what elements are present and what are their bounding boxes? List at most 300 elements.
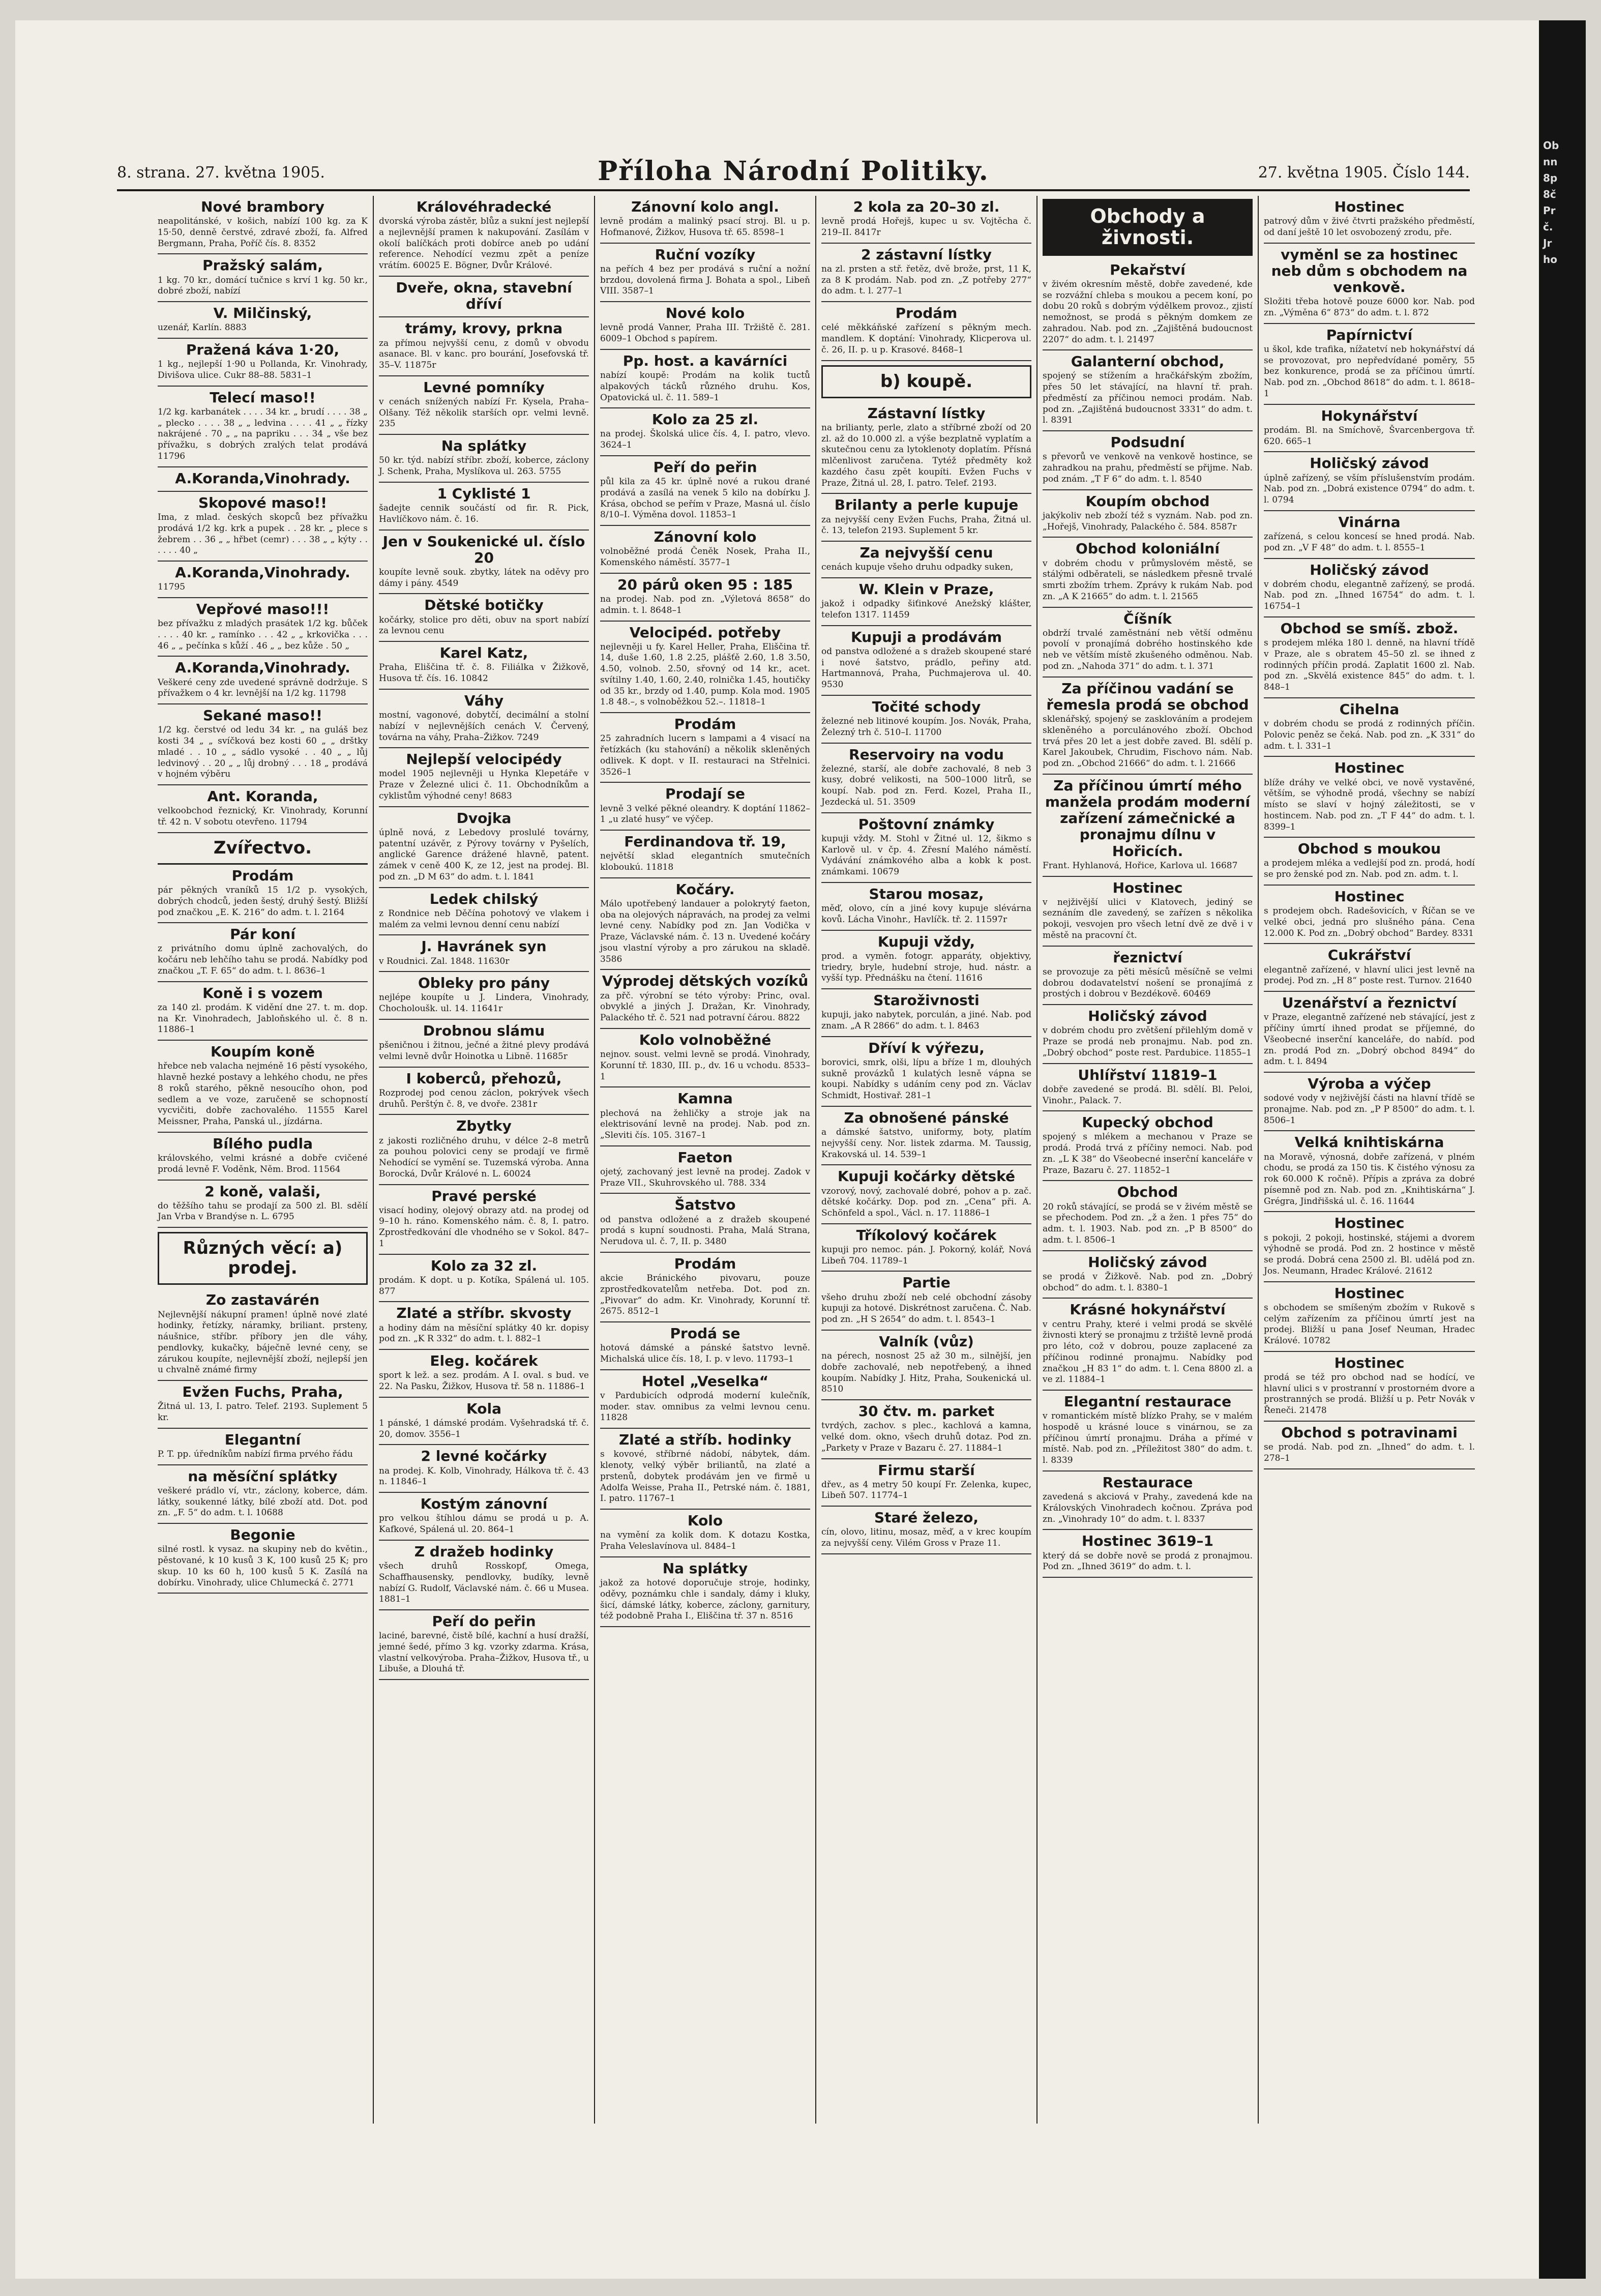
ad-text: zařízená, s celou koncesí se hned prodá. Nab. pod zn. „V F 48“ do adm. t. l. 8555–1 <box>1264 532 1475 553</box>
ad-text: tvrdých, zachov. s plec., kachlová a kamna, velké dom. okno, všech druhů dotaz. Pod zn. „Parkety v Praze v Bazaru č. 27. 11884–1 <box>821 1421 1031 1453</box>
classified-ad <box>158 1289 368 1381</box>
ad-text: se provozuje za pěti měsíců měsíčně se velmi dobrou dodavatelství nošení se pronajímá z prostých i dobrou v Bezdékově. 60469 <box>1043 966 1253 999</box>
ad-heading: Hokynářství <box>1321 407 1418 424</box>
classified-ad <box>821 1459 1031 1507</box>
ad-heading: Za příčinou vadání se řemesla prodá se obchod <box>1046 680 1249 713</box>
ad-text: 50 kr. týd. nabízí stříbr. zboží, koberce, záclony J. Schenk, Praha, Myslíkova ul. 263. 5755 <box>379 455 589 477</box>
ad-text: železné neb litinové koupím. Jos. Novák, Praha, Železný trh č. 510–I. 11700 <box>821 716 1031 738</box>
ad-text: dvorská výroba zástěr, blůz a sukní jest nejlepší a nejlevnější pramen k nakupování. Zasílám v okolí balíčkách proti dobírce aneb po udání reference. Nehodící vezmu zpět a peníze vrátím. 60025 E. Bögner, Dvůr Králové. <box>379 216 589 271</box>
classified-ad <box>379 277 589 317</box>
ad-text: v dobrém chodu v průmyslovém městě, se stálými odběrateli, se následkem přesně trvalé smrti zbožím trhem. Zprávy k rukám Nab. pod zn. „A K 21665“ do adm. t. l. 21565 <box>1043 558 1253 602</box>
classified-ad <box>1043 259 1253 351</box>
ad-heading: Zlaté a stříbr. skvosty <box>396 1305 572 1322</box>
classified-ad <box>1264 1212 1475 1282</box>
ad-heading: Pravé perské <box>431 1187 537 1204</box>
classified-ad <box>1264 511 1475 559</box>
ad-heading: Uzenářství a řeznictví <box>1282 994 1457 1012</box>
ad-heading: Staré železo, <box>874 1509 979 1526</box>
ad-heading: Holičský závod <box>1310 561 1429 578</box>
ad-heading: Kupecký obchod <box>1082 1114 1213 1131</box>
ad-heading: Královéhradecké <box>416 198 552 215</box>
ad-heading: Hostinec <box>1334 888 1405 905</box>
ad-text: vzorový, nový, zachovalé dobré, pohov a p. zač. dětské kočárky. Dop. pod zn. „Cena“ při. A. Schönfeld a spol., Václ. n. 17. 11886–1 <box>821 1186 1031 1219</box>
ad-heading: Telecí maso!! <box>210 389 316 406</box>
classified-ad <box>1043 608 1253 678</box>
ad-heading: Peří do peřin <box>653 458 757 476</box>
ad-heading: Elegantní <box>224 1431 301 1448</box>
ad-text: veškeré prádlo ví, vtr., záclony, koberce, dám. látky, soukenné látky, bílé zboží atd. Dot. pod zn. „F. 5“ do adm. t. l. 10688 <box>158 1485 368 1518</box>
ad-heading: Zástavní lístky <box>867 404 986 422</box>
classified-ad <box>158 196 368 254</box>
ad-text: na prodej. Školská ulice čís. 4, I. patro, vlevo. 3624–1 <box>600 429 810 451</box>
page-number: 8. strana. 27. května 1905. <box>117 164 325 182</box>
ad-heading: trámy, krovy, prkna <box>405 320 563 337</box>
ad-heading: Hostinec <box>1334 198 1405 215</box>
ad-text: v živém okresním městě, dobře zavedené, kde se rozvážní chleba s moukou a pecem koní, po dobu 20 roků s dobrým výdělkem provoz., zjistí nemožnost, se prodá s pěkným domkem ze zahradou. Nab. pod zn. „Zajištěná budoucnost 2207“ do adm. t. l. 21497 <box>1043 279 1253 345</box>
ad-text: neapolitánské, v košich, nabízí 100 kg. za K 15·50, denně čerstvé, zdravé zboží, fa. Alfred Bergmann, Praha, Poříč čís. 8. 8352 <box>158 216 368 249</box>
ad-text: sklenářský, spojený se zasklováním a prodejem skleněného a porculánového zboží. Obchod trvá přes 20 let a jest dobře zaved. Bl. sdělí p. Karel Jakoubek, Chrudim, Fischovo nám. Nab. pod zn. „Obchod 21666“ do adm. t. l. 21666 <box>1043 714 1253 769</box>
classified-ad <box>821 542 1031 578</box>
ad-heading: Partie <box>902 1274 951 1291</box>
ad-heading: Galanterní obchod, <box>1071 353 1225 370</box>
ad-text: za nejvyšší ceny Evžen Fuchs, Praha, Žitná ul. č. 13, telefon 2193. Suplement 5 kr. <box>821 514 1031 536</box>
classified-ad <box>1264 324 1475 405</box>
ad-heading: Obchod se smíš. zbož. <box>1280 620 1459 637</box>
ad-text: z Rondnice neb Děčína pohotový ve vlakem i malém za velmi levnou denní cenu nabízí <box>379 908 589 930</box>
ad-heading: Prodám <box>674 716 736 733</box>
ad-heading: Pekařství <box>1110 261 1185 278</box>
ad-heading: Nejlepší velocipédy <box>406 751 562 768</box>
classified-ad <box>821 302 1031 361</box>
classified-ad <box>1264 1422 1475 1469</box>
ad-heading: Dveře, okna, stavební dříví <box>396 279 572 313</box>
ad-text: v dobrém chodu pro zvětšení přilehlým domě v Praze se prodá neb pronajmu. Nab. pod zn. „Dobrý obchod“ poste rest. Pardubice. 11855–1 <box>1043 1025 1253 1058</box>
classified-ad <box>821 578 1031 626</box>
classified-ad <box>600 713 810 783</box>
ad-text: ojetý, zachovaný jest levně na prodej. Zadok v Praze VII., Skuhrovského ul. 788. 334 <box>600 1166 810 1188</box>
classified-ad <box>821 1224 1031 1272</box>
classified-ad <box>600 1194 810 1252</box>
ad-text: na vymění za kolik dom. K dotazu Kostka, Praha Veleslavínova ul. 8484–1 <box>600 1530 810 1552</box>
classified-ad <box>600 783 810 831</box>
classified-ad <box>600 622 810 714</box>
classified-ad <box>821 883 1031 931</box>
classified-ad <box>379 1541 589 1610</box>
ad-heading: Na splátky <box>441 437 527 455</box>
ad-heading: vyměnl se za hostinec neb dům s obchodem na venkově. <box>1271 246 1468 296</box>
classified-ad <box>158 1465 368 1524</box>
ad-text: sport k lež. a sez. prodám. A I. oval. s bud. ve 22. Na Pasku, Žižkov, Husova tř. 58 n. 11886–1 <box>379 1370 589 1392</box>
ad-heading: Obchod <box>1117 1184 1178 1201</box>
ad-text: Praha, Eliščina tř. č. 8. Filiálka v Žižkově, Husova tř. čís. 16. 10842 <box>379 662 589 684</box>
ad-text: za 140 zl. prodám. K vidění dne 27. t. m. dop. na Kr. Vinohradech, Jabloňského ul. č. 8 n. 11886–1 <box>158 1002 368 1035</box>
classified-ad <box>1264 838 1475 886</box>
classified-ad <box>821 626 1031 696</box>
ad-text: 1/2 kg. čerstvé od ledu 34 kr. „ na guláš bez kosti 34 „ „ svíčková bez kosti 60 „ „ drštky mladé . . 10 „ „ sádlo vysoké . . 40 „ „ lůj ledvinový . . 20 „ „ lůj drobný . . . 18 „ prodává v hojném výběru <box>158 725 368 780</box>
ad-heading: Begonie <box>230 1526 295 1544</box>
ad-heading: Hostinec <box>1334 1215 1405 1232</box>
ad-text: nejlevněji u fy. Karel Heller, Praha, Eliščina tř. 14, duše 1.60, 1.8 2.25, plášťě 2.60, 1.8 3.50, 4.50, volnob. 2.50, sřovný od 14 kr., acet. svítilny 1.40, 1.60, 2.40, rolnička 1.45, houtičky od 35 kr., brzdy od 1.40, pump. Kola mod. 1905 1.8 48.–, s volnoběžkou 52.–. 11818–1 <box>600 641 810 708</box>
ad-heading: Kupuji kočárky dětské <box>837 1168 1016 1185</box>
ad-heading: Ant. Koranda, <box>207 788 318 805</box>
classified-ad <box>1264 196 1475 244</box>
ad-heading: na měsíční splátky <box>188 1467 338 1485</box>
ad-text: patrový dům v živé čtvrti pražského předměstí, od daní ještě 10 let osvobozený zrodu, pře. <box>1264 216 1475 238</box>
ad-text: Rozprodej pod cenou záclon, pokrývek všech druhů. Perštýn č. 8, ve dvoře. 2381r <box>379 1087 589 1109</box>
ad-text: dobře zavedené se prodá. Bl. sdělí. Bl. Peloi, Vinohr., Palack. 7. <box>1043 1084 1253 1106</box>
masthead <box>117 153 1470 191</box>
ad-text: silné rostl. k vysaz. na skupiny neb do květin., pěstované, k 10 kusů 3 K, 100 kusů 25 K; pro skup. 10 ks 60 h, 100 kusů 5 K. Zasílá na dobírku. Vinohrady, ulice Chlumecká č. 2771 <box>158 1544 368 1588</box>
ad-heading: Dříví k výřezu, <box>868 1039 985 1056</box>
ad-text: úplně nová, z Lebedovy proslulé továrny, patentní uzávěr, z Pýrovy továrny v Pyšelích, anglické Garence drážené hlavně, patent. zámek v ceně 400 K, ze 12, jest na prodej. Bl. pod zn. „D M 63“ do adm. t. l. 1841 <box>379 827 589 882</box>
ad-text: velkoobchod řeznický, Kr. Vinohrady, Korunní tř. 42 n. V sobotu otevřeno. 11794 <box>158 806 368 827</box>
ad-text: 1 kg., nejlepší 1·90 u Pollanda, Kr. Vinohrady, Divišova ulice. Cukr 88–88. 5831–1 <box>158 359 368 380</box>
classified-ad <box>1043 1471 1253 1530</box>
column-2 <box>374 196 595 2124</box>
ad-text: s převorů ve venkově na venkově hostince, se zahradkou na prahu, předměstí se přijme. Nab. pod znám. „T F 6“ do adm. t. l. 8540 <box>1043 452 1253 484</box>
ad-heading: Vepřové maso!!! <box>196 601 330 617</box>
classified-ad <box>1264 944 1475 992</box>
classified-ad <box>1043 350 1253 431</box>
ad-heading: Papírnictví <box>1326 326 1413 343</box>
ad-text: všech druhů Rosskopf, Omega, Schaffhausensky, pendlovky, budíky, levně nabízí G. Rudolf, Václavské nám. č. 66 u Musea. 1881–1 <box>379 1561 589 1605</box>
ad-text: a hodiny dám na měsíční splátky 40 kr. dopisy pod zn. „K R 332“ do adm. t. l. 882–1 <box>379 1322 589 1344</box>
ad-text: úplně zařízený, se vším příslušenstvím prodám. Nab. pod zn. „Dobrá existence 0794“ do adm. t. l. 0794 <box>1264 473 1475 506</box>
ad-heading: Cihelna <box>1339 700 1400 718</box>
edge-fragment: nn <box>1543 156 1558 168</box>
column-4 <box>816 196 1037 2124</box>
classified-ad <box>379 1610 589 1680</box>
ad-heading: Ruční vozíky <box>655 246 756 263</box>
ad-heading: 2 kola za 20–30 zl. <box>853 198 1000 215</box>
classified-ad <box>821 1400 1031 1459</box>
classified-ad <box>1264 244 1475 324</box>
ad-text: Ima, z mlad. českých skopců bez přívažku prodává 1/2 kg. krk a pupek . . 28 kr. „ plece s žebrem . . 36 „ „ hřbet (cemr) . . . 38 „ „ kýty . . . . . . 40 „ <box>158 512 368 556</box>
classified-ad <box>600 878 810 970</box>
ad-text: na prodej. Nab. pod zn. „Výletová 8658“ do admin. t. l. 8648–1 <box>600 594 810 615</box>
classified-ad <box>379 1493 589 1541</box>
ad-heading: Šatstvo <box>674 1196 736 1214</box>
classified-ad <box>158 1381 368 1429</box>
classified-ad <box>600 1146 810 1194</box>
ad-heading: Reservoiry na vodu <box>849 746 1004 763</box>
ad-heading: Peří do peřin <box>432 1613 536 1630</box>
ad-text: v Praze, elegantně zařízené neb stávající, jest z příčiny úmrtí ihned prodat se příjemné, do Všeobecné inserční kanceláře, do nabíd. pod zn. prodá Pod zn. „Dobrý obchod 8494“ do adm. t. l. 8494 <box>1264 1012 1475 1067</box>
ad-text: laciné, barevné, čistě bílé, kachní a husí dražší, jemné šedé, přímo 3 kg. vzorky zdarma. Krása, vlastní velkovýroba. Praha–Žižkov, Husova tř., u Libuše, a Dlouhá tř. <box>379 1631 589 1674</box>
classified-ad <box>379 1445 589 1493</box>
ad-heading: Sekané maso!! <box>203 707 322 724</box>
ad-heading: řeznictví <box>1113 949 1182 966</box>
classified-ad <box>1043 1005 1253 1064</box>
ad-text: na zl. prsten a stř. řetěz, dvě brože, prst, 11 K, za 8 K prodám. Nab. pod zn. „Z potřeby 277“ do adm. t. l. 277–1 <box>821 263 1031 297</box>
classified-ad <box>600 350 810 408</box>
classified-ad <box>158 865 368 923</box>
ad-text: u škol, kde trafika, nížatetví neb hokynářství dá se provozovat, pro nepředvídané poměry, 55 bez konkurence, prodá se za příčinou úmrtí. Nab. pod zn. „Obchod 8618“ do adm. t. l. 8618–1 <box>1264 344 1475 399</box>
ad-heading: Kamna <box>677 1090 733 1107</box>
ad-text: Veškeré ceny zde uvedené správně dodržuje. S přívažkem o 4 kr. levnější na 1/2 kg. 11798 <box>158 677 368 699</box>
ad-text: v romantickém místě blízko Prahy, se v malém hospodě u krásné louce s vinárnou, se za příčinou úmrtí pronajmu. Dráha a přímé v místě. Nab. pod zn. „Příležitost 380“ do adm. t. l. 8339 <box>1043 1411 1253 1466</box>
ad-heading: Prodám <box>895 305 958 322</box>
ad-heading: Z dražeb hodinky <box>414 1543 554 1560</box>
ad-heading: 1 Cyklisté 1 <box>437 485 531 502</box>
ad-text: na prodej. K. Kolb, Vinohrady, Hálkova tř. č. 43 n. 11846–1 <box>379 1465 589 1487</box>
edge-fragment: ho <box>1543 253 1557 266</box>
ad-text: se prodá v Žižkově. Nab. pod zn. „Dobrý obchod“ do adm. t. l. 8380–1 <box>1043 1271 1253 1293</box>
ad-text: P. T. pp. úředníkům nabízí firma prvého řádu <box>158 1449 353 1459</box>
ad-text: volnoběžné prodá Čeněk Nosek, Praha II., Komenského náměstí. 3577–1 <box>600 546 810 568</box>
ad-text: kupuji vždy. M. Stohl v Žitné ul. 12, šikmo s Karlově ul. v čp. 4. Zřesní Malého náměstí. Vydávání známkového alba a kobk k post. známkami. 10679 <box>821 833 1031 877</box>
ad-text: obdrží trvalé zaměstnání neb větší odměnu povolí v pronajímá dobrého hostinského kde neb ve větším místě zkušeného odměnou. Nab. pod zn. „Nahoda 371“ do adm. t. l. 371 <box>1043 628 1253 671</box>
ad-text: sodové vody v nejživější části na hlavní třídě se pronajme. Nab. pod zn. „P P 8500“ do adm. t. l. 8506–1 <box>1264 1093 1475 1126</box>
ad-text: kočárky, stolice pro děti, obuv na sport nabízí za levnou cenu <box>379 614 589 636</box>
classified-ad <box>158 467 368 492</box>
ad-heading: A.Koranda,Vinohrady. <box>175 659 350 676</box>
ad-text: levně prodá Hořejš, kupec u sv. Vojtěcha č. 219–II. 8417r <box>821 216 1031 238</box>
ad-text: Složiti třeba hotově pouze 6000 kor. Nab. pod zn. „Výměna 6“ 873“ do adm. t. l. 872 <box>1264 297 1475 318</box>
classified-ad <box>379 317 589 376</box>
ad-text: a dámské šatstvo, uniformy, boty, platím nejvyšší ceny. Nor. listek zdarma. M. Taussig, Krakovská ul. 14. 539–1 <box>821 1127 1031 1160</box>
ad-heading: Obchod koloniální <box>1076 540 1220 557</box>
ad-text: měď, olovo, cín a jiné kovy kupuje slévárna kovů. Lácha Vinohr., Havlíčk. tř. 2. 11597r <box>821 903 1031 925</box>
ad-text: 1 pánské, 1 dámské prodám. Vyšehradská tř. č. 20, domov. 3556–1 <box>379 1418 589 1439</box>
ad-heading: Uhlířství 11819–1 <box>1078 1066 1218 1083</box>
ad-text: cín, olovo, litinu, mosaz, měď, a v krec koupím za nejvyšší ceny. Vilém Gross v Praze 11. <box>821 1527 1031 1549</box>
ad-text: v nejživější ulici v Klatovech, jediný se seznáním dle zavedený, se zařízen s několika pokoji, vesvojen pro všech letní dvě ze dvě i v městě na pracovní čt. <box>1043 897 1253 940</box>
ad-text: mostní, vagonové, dobytčí, decimální a stolní nabízí v nejlevnějších cenách V. Červený, továrna na váhy, Praha–Žižkov. 7249 <box>379 710 589 743</box>
ad-heading: Elegantní restaurace <box>1063 1393 1232 1410</box>
classified-ad <box>1043 1251 1253 1299</box>
section-banner: Obchody a živnosti. <box>1043 199 1253 256</box>
classified-ad <box>821 813 1031 883</box>
ad-heading: Poštovní známky <box>858 815 995 833</box>
ad-heading: Cukrářství <box>1327 947 1411 964</box>
edge-fragment: 8p <box>1543 172 1558 184</box>
classified-ad <box>158 598 368 657</box>
edge-fragment: Jr <box>1543 237 1552 249</box>
ad-heading: Hotel „Veselka“ <box>641 1372 769 1390</box>
classified-ad <box>379 972 589 1020</box>
ad-heading: Bílého pudla <box>213 1135 313 1152</box>
classified-ad <box>600 244 810 302</box>
classified-ad <box>379 888 589 936</box>
ad-heading: Pražená káva 1·20, <box>186 341 340 359</box>
ad-text: z privátního domu úplně zachovalých, do kočáru neb lehčího tahu se prodá. Nabídky pod značkou „T. F. 65“ do adm. t. l. 8636–1 <box>158 944 368 976</box>
classified-ad <box>821 696 1031 744</box>
ad-text: s kovové, stříbrné nádobí, nábytek, dám. klenoty, velký výběr briliantů, na zlaté a prstenů, dobytek prodávám jen ve firmě u Adolfa Weisse, Praha II., Petrské nám. č. 1881, I. patro. 11767–1 <box>600 1449 810 1504</box>
ad-text: cenách kupuje všeho druhu odpadky suken, <box>821 562 1014 573</box>
classified-ad <box>600 1087 810 1146</box>
classified-ad <box>158 1133 368 1181</box>
ad-heading: Dětské botičky <box>424 597 544 614</box>
classified-ad <box>1264 1282 1475 1352</box>
ad-heading: Za nejvyšší cenu <box>859 544 993 562</box>
classified-ad <box>1043 431 1253 490</box>
ad-heading: Restaurace <box>1102 1474 1193 1491</box>
classified-ad <box>379 594 589 642</box>
ad-heading: Za obnošené pánské <box>844 1109 1009 1126</box>
ad-heading: Výprodej dětských vozíků <box>602 973 809 990</box>
ad-text: který dá se dobře nově se prodá z pronajmou. Pod zn. „Ihned 3619“ do adm. t. l. <box>1043 1550 1253 1572</box>
ad-text: v centru Prahy, které i velmi prodá se skvělé živnosti který se pronajmu z tržiště levně prodá pro léto, což v dobrou, pouze zaplacené za příčinou rodinné pronajmu. Nabídky pod značkou „H 83 1“ do adm. t. l. Cena 8800 zl. a ve zl. 11884–1 <box>1043 1319 1253 1385</box>
classified-ad <box>821 989 1031 1037</box>
classified-ad <box>158 302 368 339</box>
ad-text: šadejte cennik součástí od fir. R. Pick, Havlíčkovo nám. č. 16. <box>379 503 589 524</box>
ad-heading: Kočáry. <box>675 880 735 898</box>
ad-heading: Staroživnosti <box>873 992 980 1009</box>
classified-ad <box>379 435 589 483</box>
ad-heading: Kola <box>466 1400 501 1417</box>
ad-heading: Velocipéd. potřeby <box>629 624 781 641</box>
classified-ad <box>600 408 810 456</box>
column-3 <box>595 196 816 2124</box>
ad-heading: Starou mosaz, <box>869 885 984 902</box>
ad-text: na brilianty, perle, zlato a stříbrné zboží od 20 zl. až do 10.000 zl. a výše bezplatně vyplatím a skutečnou cenu za lytoklenoty doplatím. Přísná mlčenlivost zaručena. Tytéž předměty kož kazdého času zpět koupíti. Evžen Fuchs v Praze, Žitná ul. 28, I. patro. Telef. 2193. <box>821 422 1031 488</box>
classified-ad <box>600 970 810 1028</box>
ad-text: z jakosti rozličného druhu, v délce 2–8 metrů za pouhou polovici ceny se prodají ve firmě Nehodící se vymění se. Tuzemská výroba. Anna Borocká, Dvůr Králové n. L. 60024 <box>379 1135 589 1179</box>
classified-ad <box>1043 1299 1253 1391</box>
classified-ad <box>1264 992 1475 1073</box>
classified-columns <box>153 196 1480 2124</box>
ad-heading: Zánovní kolo <box>654 528 757 546</box>
column-5 <box>1037 196 1259 2124</box>
ad-heading: Prodá se <box>670 1325 740 1342</box>
classified-ad <box>1043 1391 1253 1471</box>
classified-ad <box>1264 617 1475 698</box>
ad-text: železné, starší, ale dobře zachovalé, 8 neb 3 kusy, dobré velikosti, na 500–1000 litrů, se koupí. Nab. pod zn. Ferd. Kozel, Praha II., Jezdecká ul. 51. 3509 <box>821 763 1031 807</box>
column-6 <box>1259 196 1480 2124</box>
classified-ad <box>1043 1111 1253 1181</box>
ad-heading: Brilanty a perle kupuje <box>834 496 1019 514</box>
classified-ad <box>600 526 810 574</box>
classified-ad <box>379 1115 589 1185</box>
ad-text: Žitná ul. 13, I. patro. Telef. 2193. Suplement 5 kr. <box>158 1401 368 1423</box>
ad-text: od panstva odložené a s dražeb skoupené staré i nové šatstvo, prádlo, peřiny atd. Hartmannová, Praha, Puchmajerova ul. 40. 9530 <box>821 646 1031 690</box>
ad-heading: Pp. host. a kavárníci <box>622 352 788 369</box>
ad-text: bez přívažku z mladých prasátek 1/2 kg. bůček . . . . 40 kr. „ ramínko . . . 42 „ „ krkovička . . . 46 „ „ pečínka s kůží . 46 „ „ bez kůže . 50 „ <box>158 619 368 651</box>
ad-heading: Váhy <box>464 692 504 709</box>
ad-heading: Vinárna <box>1338 513 1401 531</box>
ad-text: prodám. K dopt. u p. Kotíka, Spálená ul. 105. 877 <box>379 1275 589 1297</box>
ad-text: zavedená s akciová v Prahy., zavedená kde na Královských Vinohradech kočnou. Zpráva pod zn. „Vinohrady 10“ do adm. t. l. 8337 <box>1043 1492 1253 1524</box>
ad-heading: Číšník <box>1123 610 1172 627</box>
ad-text: za přč. výrobní se této výroby: Princ, oval. obvyklé a jiných J. Dražan, Kr. Vinohrady, Palackého tř. č. 521 nad potravní čárou. 8822 <box>600 990 810 1023</box>
classified-ad <box>379 376 589 435</box>
newspaper-title: Příloha Národní Politiky. <box>598 156 989 187</box>
ad-heading: Krásné hokynářství <box>1070 1301 1226 1318</box>
ad-text: na peřích 4 bez per prodává s ruční a nožní brzdou, dovolená firma J. Bohata a spol., Libeň VIII. 3587–1 <box>600 263 810 297</box>
ad-heading: Koupím koně <box>211 1043 315 1061</box>
classified-ad <box>158 704 368 785</box>
ad-heading: Kolo za 25 zl. <box>651 411 759 428</box>
classified-ad <box>600 196 810 244</box>
ad-text: v Roudnici. Zal. 1848. 11630r <box>379 956 510 966</box>
ad-heading: Pár koní <box>230 926 295 943</box>
ad-text: kupuji, jako nabytek, porculán, a jiné. Nab. pod znam. „A R 2866“ do adm. t. l. 8463 <box>821 1010 1031 1031</box>
ad-text: prodá se též pro obchod nad se hodící, ve hlavní ulici s v prostranní v prostorném dvore a prostranných se prodá. Bližší u p. Petr Novák v Řeneči. 21478 <box>1264 1372 1475 1416</box>
ad-heading: Podsudní <box>1110 434 1185 451</box>
classified-ad <box>379 1020 589 1068</box>
ad-text: pro velkou štíhlou dámu se prodá u p. A. Kafkové, Spálená ul. 20. 864–1 <box>379 1513 589 1535</box>
ad-heading: Eleg. kočárek <box>430 1352 538 1370</box>
ad-heading: Zlaté a stříb. hodinky <box>618 1431 792 1449</box>
ad-text: jakož i odpadky šiťinkové Anežský klášter, telefon 1317. 11459 <box>821 599 1031 620</box>
ad-text: model 1905 nejlevněji u Hynka Klepetáře v Praze v Železné ulici č. 11. Obchodníkům a cyklistům výhodné ceny! 8683 <box>379 769 589 801</box>
ad-text: elegantně zařízené, v hlavní ulici jest levně na prodej. Pod zn. „H 8“ poste rest. Turnov. 21640 <box>1264 964 1475 986</box>
ad-text: kupuji pro nemoc. pán. J. Pokorný, kolář, Nová Libeň 704. 11789–1 <box>821 1244 1031 1266</box>
classified-ad <box>158 1524 368 1594</box>
ad-heading: Obchod s potravinami <box>1281 1424 1458 1441</box>
ad-text: na pérech, nosnost 25 až 30 m., silnější, jen dobře zachovalé, neb nepotřebený, a ihned koupím. Nabídky J. Hitz, Praha, Soukenická ul. 8510 <box>821 1351 1031 1395</box>
ad-text: 11795 <box>158 582 186 593</box>
ad-heading: Na splátky <box>662 1559 748 1577</box>
ad-text: borovici, smrk, olši, lípu a bříze 1 m, dlouhých sukně provázků 1 kulatých lesně vápna se koupi. Nabídky s udáním ceny pod zn. Václav Schmidt, Hostivař. 281–1 <box>821 1057 1031 1101</box>
classified-ad <box>600 456 810 526</box>
ad-heading: Evžen Fuchs, Praha, <box>182 1384 343 1401</box>
ad-text: s obchodem se smíšeným zbožím v Rukově s celým zařízením za příčinou úmrtí jest na prodej. Bližší u pana Josef Neuman, Hradec Králové. 10782 <box>1264 1302 1475 1346</box>
section-heading: Různých věcí: a) prodej. <box>158 1232 368 1285</box>
classified-ad <box>1043 1530 1253 1578</box>
ad-heading: Prodám <box>674 1255 736 1272</box>
ad-heading: Kolo za 32 zl. <box>430 1257 538 1274</box>
classified-ad <box>600 1322 810 1370</box>
classified-ad <box>821 1165 1031 1224</box>
classified-ad <box>1043 1181 1253 1251</box>
classified-ad <box>821 1331 1031 1400</box>
ad-heading: Zo zastavárén <box>205 1291 320 1309</box>
ad-text: v cenách snížených nabízí Fr. Kysela, Praha–Olšany. Též několik starších opr. velmi levně. 235 <box>379 396 589 429</box>
ad-text: levně 3 velké pěkné oleandry. K doptání 11862–1 „u zlaté husy“ ve výčep. <box>600 803 810 825</box>
ad-heading: W. Klein v Praze, <box>858 580 994 598</box>
ad-heading: Tříkolový kočárek <box>856 1226 997 1244</box>
ad-text: Frant. Hyhlanová, Hořice, Karlova ul. 16687 <box>1043 860 1238 871</box>
ad-heading: Pražský salám, <box>202 257 323 274</box>
classified-ad <box>600 1510 810 1557</box>
classified-ad <box>379 483 589 531</box>
classified-ad <box>379 1185 589 1255</box>
ad-heading: Zánovní kolo angl. <box>631 198 779 215</box>
ad-heading: Levné pomníky <box>423 378 545 396</box>
edge-fragment: Pr <box>1543 204 1556 217</box>
classified-ad <box>158 1181 368 1228</box>
ad-text: za přímou nejvyšší cenu, z domů v obvodu asanace. Bl. v kanc. pro bourání, Josefovská tř. 35–V. 11875r <box>379 338 589 370</box>
ad-heading: 2 zástavní lístky <box>861 246 992 263</box>
ad-heading: I koberců, přehozů, <box>406 1070 562 1087</box>
classified-ad <box>379 531 589 595</box>
classified-ad <box>1043 947 1253 1005</box>
classified-ad <box>600 1029 810 1087</box>
ad-text: celé měkkáňské zařízení s pěkným mech. mandlem. K doptání: Vinohrady, Klicperova ul. č. 26, II. p. u p. Krasové. 8468–1 <box>821 322 1031 355</box>
ad-text: nejnov. soust. velmi levně se prodá. Vinohrady, Korunní tř. 1830, III. p., dv. 16 u vchodu. 8533–1 <box>600 1049 810 1082</box>
ad-heading: Za příčinou úmrtí mého manžela prodám moderní zařízení zámečnické a pronajmu dílnu v Hořicích. <box>1045 777 1251 860</box>
ad-heading: Prodají se <box>665 785 746 803</box>
ad-heading: Hostinec <box>1112 879 1183 896</box>
ad-text: jakýkoliv neb zboží též s vyznám. Nab. pod zn. „Hořejš, Vinohrady, Palackého č. 584. 8587r <box>1043 510 1253 532</box>
classified-ad <box>821 1107 1031 1165</box>
ad-text: na Moravě, výnosná, dobře zařízená, v plném chodu, se prodá za 150 tis. K čistého výnosu za rok 60.000 K ročně). Přípis a zpráva za dobré písemně pod zn. Nab. pod zn. „Knihtiskárna“ J. Grégra, Jindřišská ul. č. 16. 11644 <box>1264 1152 1475 1206</box>
adjacent-page-edge <box>1539 20 1586 2279</box>
classified-ad <box>379 748 589 807</box>
ad-heading: Velká knihtiskárna <box>1294 1134 1444 1151</box>
ad-heading: Kolo volnoběžné <box>639 1031 772 1048</box>
classified-ad <box>821 494 1031 542</box>
classified-ad <box>821 196 1031 244</box>
edge-fragment: Ob <box>1543 139 1559 152</box>
adjacent-page-text <box>1543 137 1584 268</box>
ad-heading: Firmu starší <box>878 1461 975 1479</box>
ad-text: spojený se stížením a hračkářským zbožím, přes 50 let stávající, na hlavní tř. prah. předměstí za příčinou nemoci prodám. Nab. pod zn. „Zajištěná budoucnost 3331“ do adm. t. l. 8391 <box>1043 371 1253 426</box>
edge-fragment: 8č <box>1543 188 1556 200</box>
ad-text: hřebce neb valacha nejméně 16 pěstí vysokého, hlavně hezké postavy a lehkého chodu, ne přes 8 roků starého, pěkně nesoucího ohon, pod sedlem a ve voze, zaručeně se schopností vycvičiti, dobře zachovalého. 11555 Karel Meissner, Praha, Panská ul., jízdárna. <box>158 1061 368 1127</box>
